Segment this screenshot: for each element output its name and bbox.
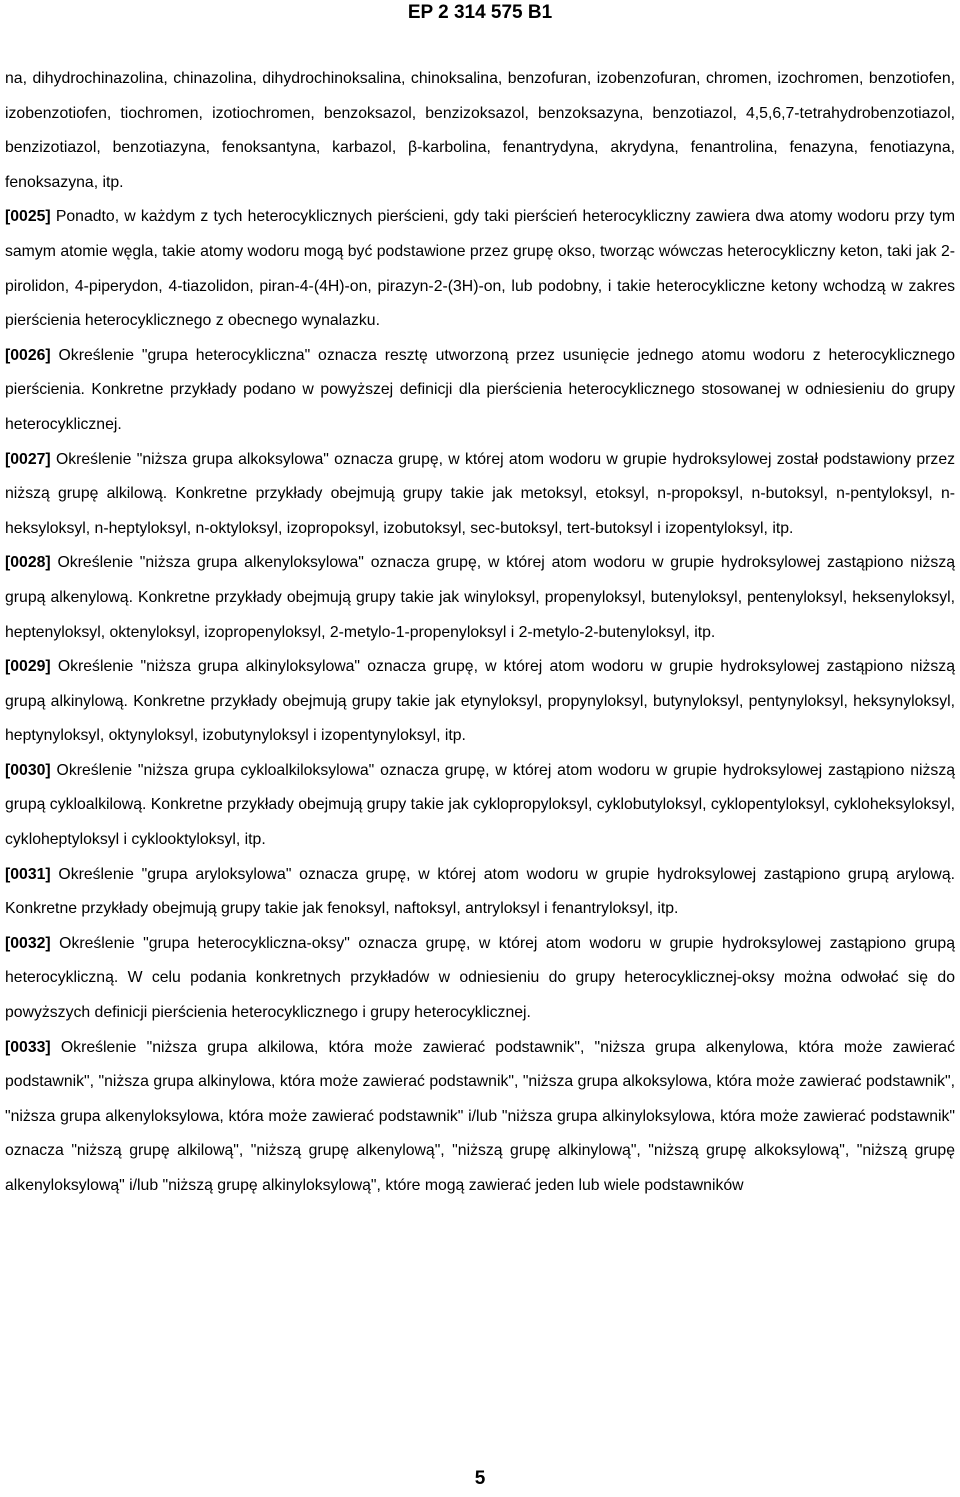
- paragraph-text: Określenie "grupa aryloksylowa" oznacza grupę, w której atom wodoru w grupie hydroksylowej zastąpiono grupą arylową. Konkretne przykłady obejmują grupy takie jak fenoksyl, naftoksyl, antryloksyl i fenantryloksyl, itp.: [5, 865, 956, 918]
- page-number: 5: [474, 1468, 486, 1489]
- paragraph-0027: [5, 443, 955, 547]
- paragraph-text: Określenie "grupa heterocykliczna" oznacza resztę utworzoną przez usunięcie jednego atomu wodoru z heterocyklicznego pierścienia. Konkretne przykłady podano w powyższej definicji dla pierścienia heterocyklicznego stosowanej w odniesieniu do grupy heterocyklicznej.: [5, 346, 955, 433]
- paragraph-text: Określenie "niższa grupa alkenyloksylowa" oznacza grupę, w której atom wodoru w grupie hydroksylowej zastąpiono niższą grupą alkenylową. Konkretne przykłady obejmują grupy takie jak winyloksyl, propenyloksyl, butenyloksyl, pentenyloksyl, heksenyloksyl, heptenyloksyl, oktenyloksyl, izopropenyloksyl, 2-metylo-1-propenyloksyl i 2-metylo-2-butenyloksyl, itp.: [5, 554, 956, 641]
- paragraph-number: [0032]: [5, 934, 51, 952]
- paragraph-text: Ponadto, w każdym z tych heterocyklicznych pierścieni, gdy taki pierścień heterocykliczny zawiera dwa atomy wodoru przy tym samym atomie węgla, takie atomy wodoru mogą być podstawione przez grupę okso, tworząc wówczas heterocykliczny keton, taki jak 2-pirolidon, 4-piperydon, 4-tiazolidon, piran-4-(4H)-on, pirazyn-2-(3H)-on, lub podobny, i takie heterocykliczne ketony wchodzą w zakres pierścienia heterocyklicznego z obecnego wynalazku.: [5, 208, 955, 330]
- paragraph-0026: [5, 339, 955, 443]
- paragraph-text: Określenie "niższa grupa cykloalkiloksylowa" oznacza grupę, w której atom wodoru w grupie hydroksylowej zastąpiono niższą grupą cykloalkilową. Konkretne przykłady obejmują grupy takie jak cyklopropyloksyl, cyklobutyloksyl, cyklopentyloksyl, cykloheksyloksyl, cykloheptyloksyl i cyklooktyloksyl, itp.: [5, 761, 956, 849]
- paragraph-number: [0026]: [5, 346, 51, 364]
- paragraph-text: Określenie "grupa heterocykliczna-oksy" oznacza grupę, w której atom wodoru w grupie hydroksylowej zastąpiono grupą heterocykliczną. W celu podania konkretnych przykładów w odniesieniu do grupy heterocyklicznej-oksy można odwołać się do powyższych definicji pierścienia heterocyklicznego i grupy heterocyklicznej.: [5, 934, 956, 1022]
- paragraph-number: [0030]: [5, 761, 51, 779]
- paragraph-number: [0031]: [5, 865, 51, 883]
- paragraph-number: [0028]: [5, 554, 51, 572]
- document-header: [0, 0, 960, 30]
- paragraph-0025: [5, 200, 955, 338]
- paragraph-number: [0033]: [5, 1038, 51, 1056]
- paragraph-0031: [5, 858, 955, 927]
- paragraph-text: Określenie "niższa grupa alkinyloksylowa" oznacza grupę, w której atom wodoru w grupie hydroksylowej zastąpiono niższą grupą alkinylową. Konkretne przykłady obejmują grupy takie jak etynyloksyl, propynyloksyl, butynyloksyl, pentynyloksyl, heksynyloksyl, heptynyloksyl, oktynyloksyl, izobutynyloksyl i izopentynyloksyl, itp.: [5, 658, 955, 745]
- paragraph-text: Określenie "niższa grupa alkilowa, która może zawierać podstawnik", "niższa grupa alkenylowa, która może zawierać podstawnik", "niższa grupa alkinylowa, która może zawierać podstawnik", "niższa grupa alkoksylowa, która może zawierać podstawnik", "niższa grupa alkenyloksylowa, która może zawierać podstawnik" i/lub "niższa grupa alkinyloksylowa, która może zawierać podstawnik" oznacza "niższą grupę alkilową", "niższą grupę alkenylową", "niższą grupę alkinylową", "niższą grupę alkoksylową", "niższą grupę alkenyloksylową" i/lub "niższą grupę alkinyloksylową", które mogą zawierać jeden lub wiele podstawników: [5, 1038, 955, 1194]
- document-body: [5, 62, 955, 1204]
- paragraph-continuation: [5, 62, 955, 200]
- paragraph-text: na, dihydrochinazolina, chinazolina, dihydrochinoksalina, chinoksalina, benzofuran, izobenzofuran, chromen, izochromen, benzotiofen, izobenzotiofen, tiochromen, izotiochromen, benzoksazol, benzizoksazol, benzoksazyna, benzotiazol, 4,5,6,7-tetrahydrobenzotiazol, benzizotiazol, benzotiazyna, fenoksantyna, karbazol, β-karbolina, fenantrydyna, akrydyna, fenantrolina, fenazyna, fenotiazyna, fenoksazyna, itp.: [5, 70, 955, 191]
- paragraph-number: [0029]: [5, 658, 51, 676]
- paragraph-0033: [5, 1031, 955, 1204]
- paragraph-0028: [5, 546, 955, 650]
- patent-number: EP 2 314 575 B1: [407, 2, 553, 23]
- paragraph-number: [0025]: [5, 208, 51, 226]
- paragraph-0029: [5, 650, 955, 754]
- paragraph-0030: [5, 754, 955, 858]
- paragraph-text: Określenie "niższa grupa alkoksylowa" oznacza grupę, w której atom wodoru w grupie hydroksylowej został podstawiony przez niższą grupę alkilową. Konkretne przykłady obejmują grupy takie jak metoksyl, etoksyl, n-propoksyl, n-butoksyl, n-pentyloksyl, n-heksyloksyl, n-heptyloksyl, n-oktyloksyl, izopropoksyl, izobutoksyl, sec-butoksyl, tert-butoksyl i izopentyloksyl, itp.: [5, 450, 955, 537]
- paragraph-number: [0027]: [5, 450, 51, 468]
- paragraph-0032: [5, 927, 955, 1031]
